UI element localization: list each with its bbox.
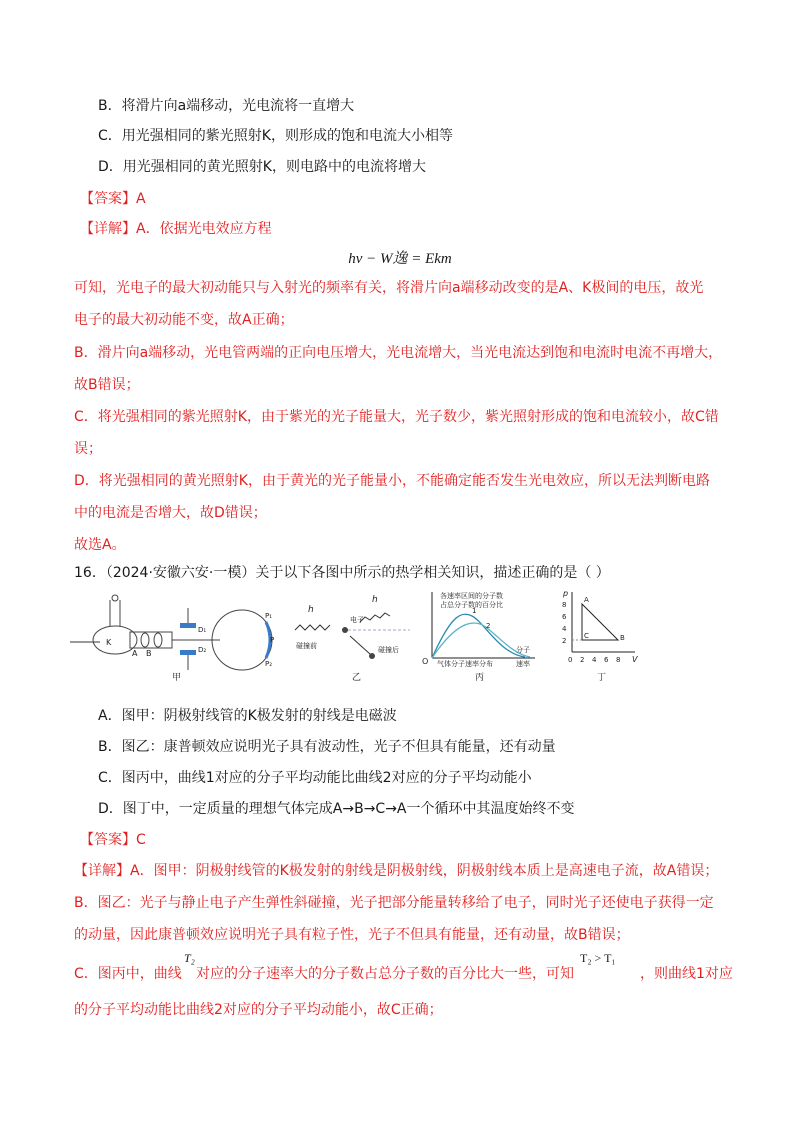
jia-label-p1: P₁ — [265, 612, 273, 620]
q15-detail-8: D．将光强相同的黄光照射K，由于黄光的光子能量小，不能确定能否发生光电效应，所以无法判断电路 — [74, 473, 710, 489]
q15-detail-9: 中的电流是否增大，故D错误； — [74, 505, 267, 521]
figure-yi-compton — [290, 592, 415, 672]
q15-detail-10: 故选A。 — [74, 537, 126, 553]
jia-label-p2: P₂ — [265, 660, 273, 668]
q15-detail-4: B．滑片向a端移动，光电管两端的正向电压增大，光电流增大，当光电流达到饱和电流时电流不再增大， — [74, 345, 723, 361]
yi-label-after: 碰撞后 — [378, 646, 399, 654]
ding-ytick-8: 8 — [562, 601, 567, 609]
q15-detail-3: 电子的最大初动能不变，故A正确； — [74, 312, 294, 328]
figure-bing-caption: 丙 — [475, 673, 485, 683]
q16-stem: 16．（2024·安徽六安·一模）关于以下各图中所示的热学相关知识，描述正确的是（ ） — [74, 565, 610, 581]
q16-detail-1: 【详解】A．图甲：阴极射线管的K极发射的射线是阴极射线，阴极射线本质上是高速电子流，故A错误； — [74, 863, 719, 879]
bing-curve-2: 2 — [486, 622, 491, 630]
ding-ylabel: p — [563, 589, 569, 598]
bing-xunit-2: 速率 — [516, 660, 530, 668]
q16-detail-5: 的分子平均动能比曲线2对应的分子平均动能小，故C正确； — [74, 1002, 443, 1018]
bing-title-1: 各速率区间的分子数 — [440, 592, 503, 600]
q16-detail-3: 的动量，因此康普顿效应说明光子具有粒子性，光子不但具有能量，还有动量，故B错误； — [74, 927, 630, 943]
q16-detail-4c: ，则曲线1对应 — [640, 966, 733, 982]
q15-detail-5: 故B错误； — [74, 377, 140, 393]
q16-detail-4b: 对应的分子速率大的分子数占总分子数的百分比大一些，可知 — [196, 966, 574, 982]
q15-option-b: B．将滑片向a端移动，光电流将一直增大 — [98, 98, 355, 114]
jia-label-a: A — [132, 649, 138, 658]
q16-detail-2: B．图乙：光子与静止电子产生弹性斜碰撞，光子把部分能量转移给了电子，同时光子还使电子获得一定 — [74, 895, 714, 911]
ding-ytick-2: 2 — [562, 637, 567, 645]
ding-point-c: C — [584, 632, 589, 640]
q15-answer: 【答案】A — [80, 191, 146, 207]
q16-detail-4a: C．图丙中，曲线 — [74, 966, 182, 982]
bing-xlabel: 气体分子速率分布 — [437, 660, 493, 668]
ding-xlabel: V — [632, 655, 638, 664]
jia-label-p: P — [270, 636, 275, 644]
ding-ytick-6: 6 — [562, 613, 567, 621]
yi-label-electron: 电子 — [350, 616, 364, 624]
q15-equation: hν − W逸 = Ekm — [348, 251, 452, 267]
q16-t2-symbol: T₂ — [184, 951, 195, 965]
yi-label-before: 碰撞前 — [296, 642, 317, 650]
jia-label-d1: D₁ — [198, 626, 207, 634]
yi-label-h2: h — [372, 595, 378, 605]
figure-jia-caption: 甲 — [172, 673, 182, 683]
ding-xtick-0: 0 — [568, 656, 573, 664]
bing-xunit-1: 分子 — [516, 646, 530, 654]
q15-option-c: C．用光强相同的紫光照射K，则形成的饱和电流大小相等 — [98, 128, 453, 144]
q16-option-c: C．图丙中，曲线1对应的分子平均动能比曲线2对应的分子平均动能小 — [98, 770, 532, 786]
ding-xtick-2: 2 — [580, 656, 585, 664]
figure-jia-cathode-tube — [70, 590, 280, 680]
q15-detail-6: C．将光强相同的紫光照射K，由于紫光的光子能量大，光子数少，紫光照射形成的饱和电流较小，故C错 — [74, 409, 719, 425]
bing-title-2: 占总分子数的百分比 — [440, 601, 503, 609]
q16-option-a: A．图甲：阴极射线管的K极发射的射线是电磁波 — [98, 708, 397, 724]
yi-label-h1: h — [308, 605, 314, 615]
q15-option-d: D．用光强相同的黄光照射K，则电路中的电流将增大 — [98, 159, 426, 175]
q16-answer: 【答案】C — [80, 832, 146, 848]
q15-detail-2: 可知，光电子的最大初动能只与入射光的频率有关，将滑片向a端移动改变的是A、K极间的电压，故光 — [74, 280, 704, 296]
figure-yi-caption: 乙 — [352, 673, 362, 683]
bing-curve-1: 1 — [472, 607, 477, 615]
ding-ytick-4: 4 — [562, 625, 567, 633]
bing-origin: O — [422, 657, 429, 666]
q16-option-d: D．图丁中，一定质量的理想气体完成A→B→C→A一个循环中其温度始终不变 — [98, 801, 575, 817]
jia-label-d2: D₂ — [198, 646, 207, 654]
ding-point-a: A — [584, 596, 589, 604]
ding-xtick-6: 6 — [604, 656, 609, 664]
q15-detail-7: 误； — [74, 441, 102, 457]
figure-ding-caption: 丁 — [597, 673, 607, 683]
ding-xtick-8: 8 — [616, 656, 621, 664]
figure-bing-speed-distribution — [420, 588, 545, 668]
ding-xtick-4: 4 — [592, 656, 597, 664]
q16-t2-gt-t1: T₂ > T₁ — [580, 951, 616, 965]
q16-option-b: B．图乙：康普顿效应说明光子具有波动性，光子不但具有能量，还有动量 — [98, 739, 556, 755]
figure-ding-pv-cycle — [560, 588, 640, 668]
ding-point-b: B — [620, 634, 625, 642]
jia-label-k: K — [106, 638, 112, 647]
jia-label-b: B — [146, 649, 152, 658]
q15-detail-1: 【详解】A．依据光电效应方程 — [80, 221, 272, 237]
